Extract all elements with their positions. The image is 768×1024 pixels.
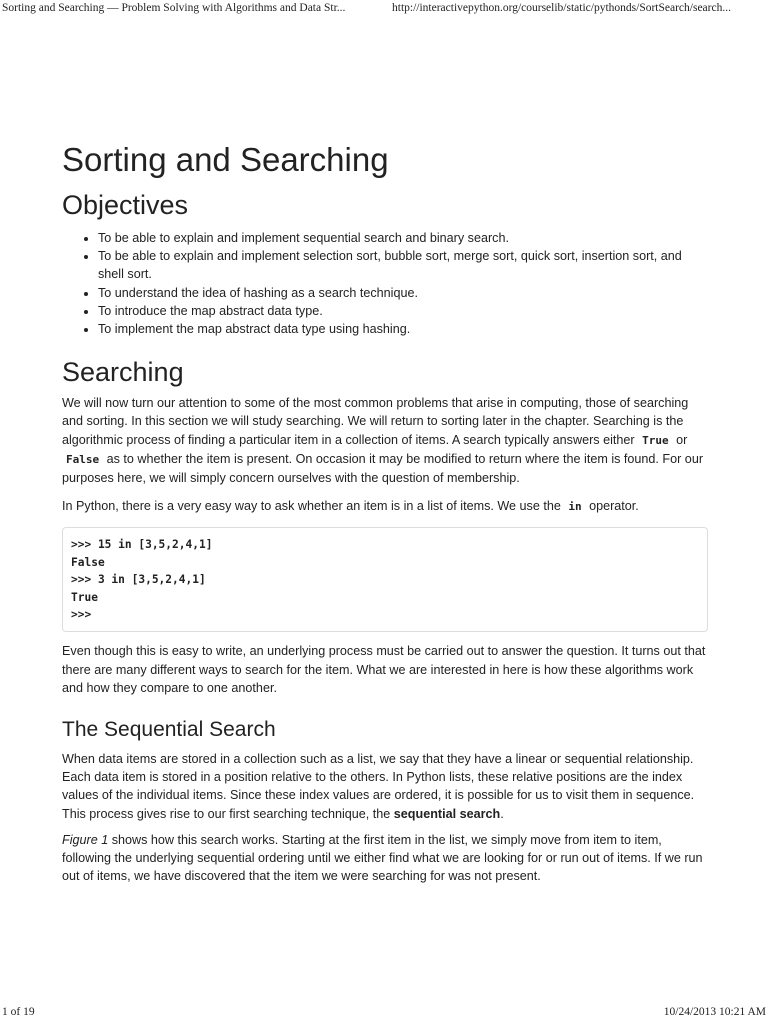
text-run: In Python, there is a very easy way to ask whether an item is in a list of items. We use the — [62, 499, 561, 514]
searching-paragraph-1 — [62, 394, 708, 487]
text-run: When data items are stored in a collection such as a list, we say that they have a linear or sequential relationship. Each data item is stored in a position relative to the others. In Python lists, these relative positions are the index values of the individual items. Since these index values are ordered, it is possible for us to visit them in sequence. This process gives rise to our first searching technique, the — [62, 752, 695, 821]
inline-code-false: False — [66, 452, 100, 466]
text-run: as to whether the item is present. On occasion it may be modified to return where the item is found. For our purposes here, we will simply concern ourselves with the question of membership. — [62, 451, 704, 486]
objectives-heading: Objectives — [62, 190, 189, 220]
print-datetime: 10/24/2013 10:21 AM — [663, 1006, 766, 1018]
searching-paragraph-3: Even though this is easy to write, an underlying process must be carried out to answer the question. It turns out that there are many different ways to search for the item. What we are interested in here is how these algorithms work and how they compare to one another. — [62, 644, 706, 695]
code-line: True — [71, 590, 98, 604]
text-run: shows how this search works. Starting at the first item in the list, we simply move from item to item, following the underlying sequential ordering until we either find what we are looking for or run out of items. If we run out of items, we have discovered that the item we were searching for was not present. — [62, 832, 703, 884]
print-footer — [0, 1006, 768, 1022]
list-item: • To introduce the map abstract data type. — [98, 302, 708, 320]
code-line: >>> 15 in [3,5,2,4,1] — [71, 538, 213, 552]
print-header-title: Sorting and Searching — Problem Solving with Algorithms and Data Str... — [2, 2, 346, 14]
inline-code-true: True — [642, 433, 669, 447]
code-line: >>> 3 in [3,5,2,4,1] — [71, 573, 206, 587]
bold-term: sequential search — [393, 806, 501, 821]
searching-paragraph-2 — [62, 497, 708, 516]
page-number: 1 of 19 — [2, 1006, 35, 1018]
list-item: • To implement the map abstract data type using hashing. — [98, 320, 708, 338]
sequential-paragraph-1 — [62, 750, 708, 823]
list-item: • To be able to explain and implement sequential search and binary search. — [98, 229, 708, 247]
searching-heading: Searching — [62, 357, 184, 388]
code-line: False — [71, 555, 105, 569]
sequential-search-heading: The Sequential Search — [62, 718, 276, 742]
sequential-paragraph-2 — [62, 831, 708, 886]
text-run: We will now turn our attention to some of the most common problems that arise in computing, those of searching and sorting. In this section we will study searching. We will return to sorting later in the chapter. Searching is the algorithmic process of finding a particular item in a collection of items. A search typically answers either — [62, 396, 689, 447]
list-item: • To be able to explain and implement selection sort, bubble sort, merge sort, quick sort, insertion sort, and shell sort. — [98, 247, 708, 283]
print-header-url: http://interactivepython.org/courselib/static/pythonds/SortSearch/search... — [392, 2, 731, 14]
figure-reference[interactable]: Figure 1 — [62, 832, 109, 847]
objectives-list — [62, 229, 708, 338]
page-title: Sorting and Searching — [62, 141, 389, 178]
code-block — [62, 527, 708, 632]
code-line: >>> — [71, 608, 92, 622]
print-header — [0, 2, 768, 18]
page-content — [62, 138, 708, 886]
text-run: or — [676, 432, 688, 447]
inline-code-in: in — [568, 500, 582, 514]
text-run: operator. — [589, 499, 639, 514]
text-run: . — [500, 806, 504, 821]
list-item: • To understand the idea of hashing as a search technique. — [98, 284, 708, 302]
